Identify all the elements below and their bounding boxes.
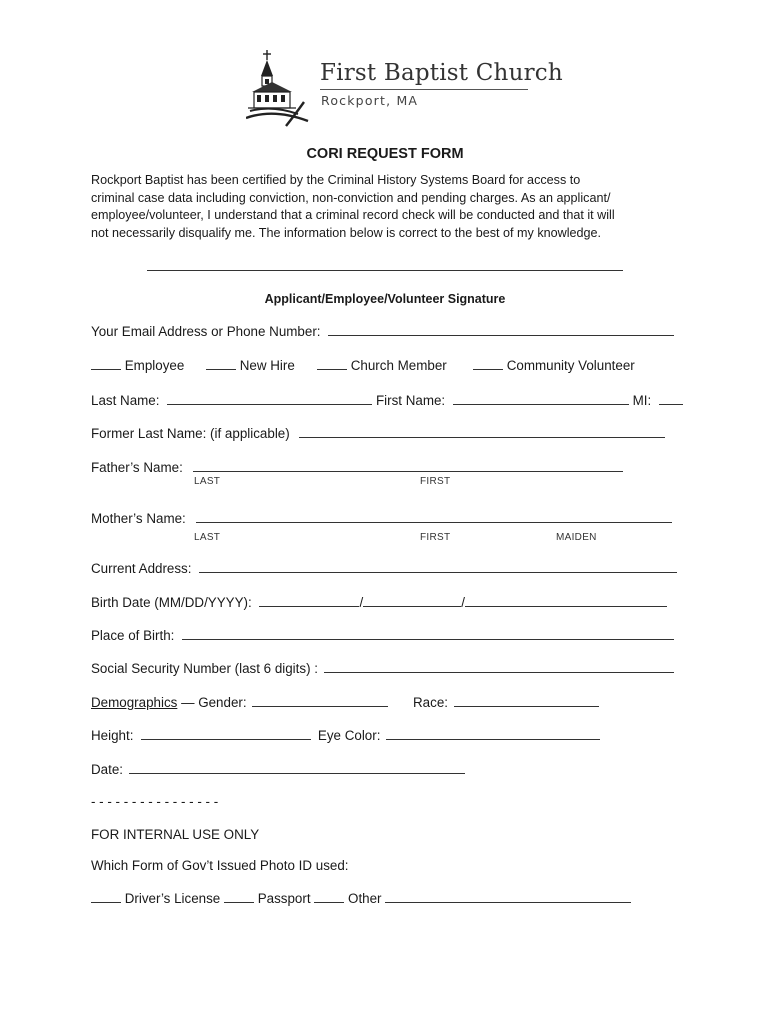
date-field[interactable] (129, 761, 465, 774)
place-of-birth-row (91, 627, 674, 643)
community-volunteer-check-field[interactable] (473, 357, 503, 370)
role-label-new-hire: New Hire (239, 358, 295, 373)
date-label: Date: (91, 762, 124, 777)
drivers-license-check-field[interactable] (91, 890, 121, 903)
birth-day-field[interactable] (363, 594, 461, 607)
height-label: Height: (91, 728, 134, 743)
email-field[interactable] (328, 323, 674, 336)
role-label-community-volunteer: Community Volunteer (506, 358, 635, 373)
place-of-birth-label: Place of Birth: (91, 628, 175, 643)
mother-name-field[interactable] (196, 510, 672, 523)
race-field[interactable] (454, 694, 599, 707)
height-field[interactable] (141, 727, 311, 740)
other-id-field[interactable] (385, 890, 631, 903)
role-row (91, 357, 691, 375)
father-name-label: Father’s Name: (91, 460, 183, 475)
name-row (91, 392, 683, 408)
intro-paragraph (91, 172, 691, 242)
address-label: Current Address: (91, 561, 192, 576)
ssn-row (91, 660, 674, 676)
birth-date-label: Birth Date (MM/DD/YYYY): (91, 595, 252, 610)
section-divider-dashes: - - - - - - - - - - - - - - - - (91, 794, 219, 809)
role-label-church-member: Church Member (350, 358, 447, 373)
date-separator: / (359, 595, 364, 610)
email-row (91, 323, 674, 339)
gender-field[interactable] (252, 694, 388, 707)
id-options-row (91, 890, 631, 906)
mother-first-caption: FIRST (420, 532, 451, 543)
address-row (91, 560, 677, 576)
gender-label: Gender: (198, 695, 247, 710)
mother-last-caption: LAST (194, 532, 221, 543)
intro-line: criminal case data including conviction, non-conviction and pending charges. As an applicant/ (91, 190, 611, 205)
other-label: Other (348, 891, 382, 906)
form-title: CORI REQUEST FORM (306, 146, 464, 162)
photo-id-question: Which Form of Gov’t Issued Photo ID used: (91, 858, 349, 873)
birth-month-field[interactable] (259, 594, 359, 607)
father-last-caption: LAST (194, 476, 221, 487)
date-row (91, 761, 465, 777)
first-name-field[interactable] (453, 392, 629, 405)
date-separator: / (461, 595, 465, 610)
logo-divider (320, 89, 528, 90)
other-check-field[interactable] (314, 890, 344, 903)
former-last-name-field[interactable] (299, 425, 665, 438)
email-label: Your Email Address or Phone Number: (91, 324, 321, 339)
ssn-label: Social Security Number (last 6 digits) : (91, 661, 318, 676)
last-name-field[interactable] (167, 392, 372, 405)
race-label: Race: (413, 695, 448, 710)
signature-field[interactable] (147, 270, 623, 271)
mother-name-label: Mother’s Name: (91, 511, 186, 526)
former-last-name-row (91, 425, 665, 441)
signature-label: Applicant/Employee/Volunteer Signature (264, 292, 506, 306)
birth-date-row (91, 594, 667, 610)
passport-label: Passport (257, 891, 311, 906)
eye-color-label: Eye Color: (317, 728, 381, 743)
birth-year-field[interactable] (465, 594, 667, 607)
middle-initial-field[interactable] (659, 392, 683, 405)
eye-color-field[interactable] (386, 727, 600, 740)
intro-line: employee/volunteer, I understand that a criminal record check will be conducted and that it will (91, 208, 615, 222)
mother-maiden-caption: MAIDEN (556, 532, 597, 543)
intro-line: not necessarily disqualify me. The information below is correct to the best of my knowledge. (91, 225, 602, 240)
father-first-caption: FIRST (420, 476, 451, 487)
father-name-field[interactable] (193, 459, 623, 472)
father-name-row (91, 459, 623, 475)
church-location: Rockport, MA (321, 93, 419, 108)
church-logo-icon (246, 48, 316, 128)
demographics-heading: Demographics (91, 695, 178, 710)
demographics-dash: — (177, 695, 199, 710)
role-label-employee: Employee (124, 358, 185, 373)
ssn-field[interactable] (324, 660, 674, 673)
intro-line: Rockport Baptist has been certified by the Criminal History Systems Board for access to (91, 173, 581, 187)
internal-use-heading: FOR INTERNAL USE ONLY (91, 827, 260, 842)
height-eye-row (91, 727, 600, 743)
drivers-license-label: Driver’s License (124, 891, 221, 906)
demographics-row (91, 694, 691, 712)
address-field[interactable] (199, 560, 677, 573)
first-name-label: First Name: (375, 393, 446, 408)
last-name-label: Last Name: (91, 393, 160, 408)
place-of-birth-field[interactable] (182, 627, 674, 640)
church-member-check-field[interactable] (317, 357, 347, 370)
middle-initial-label: MI: (632, 393, 652, 408)
former-last-name-label: Former Last Name: (if applicable) (91, 426, 290, 441)
church-name: First Baptist Church (320, 60, 563, 86)
mother-name-row (91, 510, 672, 526)
new-hire-check-field[interactable] (206, 357, 236, 370)
employee-check-field[interactable] (91, 357, 121, 370)
passport-check-field[interactable] (224, 890, 254, 903)
